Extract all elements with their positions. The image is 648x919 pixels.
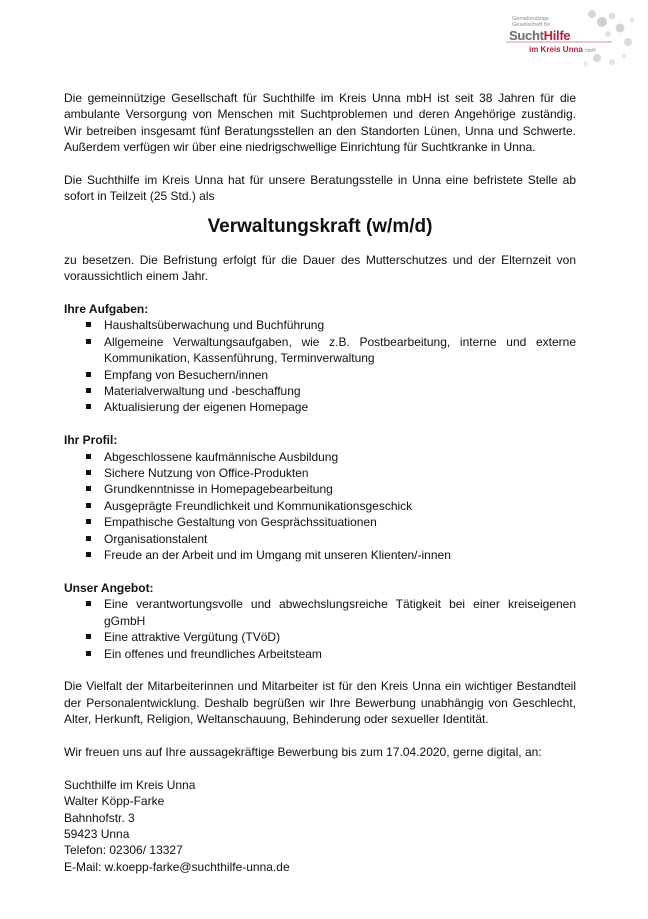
list-item: Abgeschlossene kaufmännische Ausbildung bbox=[64, 449, 576, 465]
intro-paragraph-2: Die Suchthilfe im Kreis Unna hat für unsere Beratungsstelle in Unna eine befristete Stelle ab sofort in Teilzeit (25 Std.) als bbox=[64, 173, 576, 204]
offer-heading: Unser Angebot: bbox=[64, 580, 154, 595]
list-item: Freude an der Arbeit und im Umgang mit unseren Klienten/-innen bbox=[64, 547, 576, 563]
list-item: Ausgeprägte Freundlichkeit und Kommunikationsgeschick bbox=[64, 498, 576, 514]
list-item: Empathische Gestaltung von Gesprächssituationen bbox=[64, 514, 576, 530]
contact-city: 59423 Unna bbox=[64, 826, 130, 841]
contact-street: Bahnhofstr. 3 bbox=[64, 810, 135, 825]
logo-brand-part1: Sucht bbox=[509, 28, 544, 43]
contact-org: Suchthilfe im Kreis Unna bbox=[64, 777, 196, 792]
list-item: Empfang von Besuchern/innen bbox=[64, 367, 576, 383]
company-logo bbox=[500, 8, 640, 70]
list-item: Eine verantwortungsvolle und abwechslungsreiche Tätigkeit bei einer kreiseigenen gGmbH bbox=[64, 596, 576, 629]
offer-list bbox=[64, 596, 576, 662]
job-posting-body bbox=[64, 90, 576, 875]
list-item: Organisationstalent bbox=[64, 531, 576, 547]
intro-after-title: zu besetzen. Die Befristung erfolgt für die Dauer des Mutterschutzes und der Elternzeit von voraussichtlich einem Jahr. bbox=[64, 252, 576, 284]
logo-brand bbox=[509, 28, 570, 43]
contact-phone: Telefon: 02306/ 13327 bbox=[64, 843, 183, 858]
logo-tagline-1: Gemeinnützige bbox=[512, 16, 549, 22]
contact-person: Walter Köpp-Farke bbox=[64, 794, 165, 809]
list-item: Haushaltsüberwachung und Buchführung bbox=[64, 317, 576, 333]
list-item: Ein offenes und freundliches Arbeitsteam bbox=[64, 646, 576, 662]
logo-tagline-2: Gesellschaft für bbox=[512, 22, 551, 28]
contact-address bbox=[64, 777, 576, 875]
list-item: Aktualisierung der eigenen Homepage bbox=[64, 399, 576, 415]
logo-sub: im Kreis Unna bbox=[529, 45, 583, 54]
list-item: Eine attraktive Vergütung (TVöD) bbox=[64, 629, 576, 645]
tasks-list bbox=[64, 317, 576, 415]
logo-brand-part2: Hilfe bbox=[543, 28, 571, 43]
contact-email: E-Mail: w.koepp-farke@suchthilfe-unna.de bbox=[64, 859, 290, 874]
logo-subtitle bbox=[529, 45, 596, 54]
tasks-heading: Ihre Aufgaben: bbox=[64, 302, 149, 317]
profile-heading: Ihr Profil: bbox=[64, 433, 118, 448]
diversity-paragraph: Die Vielfalt der Mitarbeiterinnen und Mitarbeiter ist für den Kreis Unna ein wichtiger Bestandteil der Personalentwicklung. Deshalb begrüßen wir Ihre Bewerbung unabhängig von Geschlecht, Alter, Herkunft, Religion, Weltanschauung, Behinderung oder sexueller Identität. bbox=[64, 679, 576, 727]
logo-sub-suffix: mbH bbox=[585, 48, 596, 54]
list-item: Sichere Nutzung von Office-Produkten bbox=[64, 465, 576, 481]
job-title: Verwaltungskraft (w/m/d) bbox=[207, 215, 433, 237]
closing-paragraph: Wir freuen uns auf Ihre aussagekräftige Bewerbung bis zum 17.04.2020, gerne digital, an: bbox=[64, 744, 542, 759]
profile-list bbox=[64, 449, 576, 564]
list-item: Materialverwaltung und -beschaffung bbox=[64, 383, 576, 399]
intro-paragraph-1: Die gemeinnützige Gesellschaft für Suchthilfe im Kreis Unna mbH ist seit 38 Jahren für die ambulante Versorgung von Menschen mit Suchtproblemen und deren Angehörige zuständig. Wir betreiben insgesamt fünf Beratungsstellen an den Standorten Lünen, Unna und Schwerte. Außerdem verfügen wir über eine niedrigschwellige Einrichtung für Suchtkranke in Unna. bbox=[64, 91, 576, 155]
list-item: Grundkenntnisse in Homepagebearbeitung bbox=[64, 481, 576, 497]
list-item: Allgemeine Verwaltungsaufgaben, wie z.B. Postbearbeitung, interne und externe Kommunikation, Kassenführung, Terminverwaltung bbox=[64, 334, 576, 367]
